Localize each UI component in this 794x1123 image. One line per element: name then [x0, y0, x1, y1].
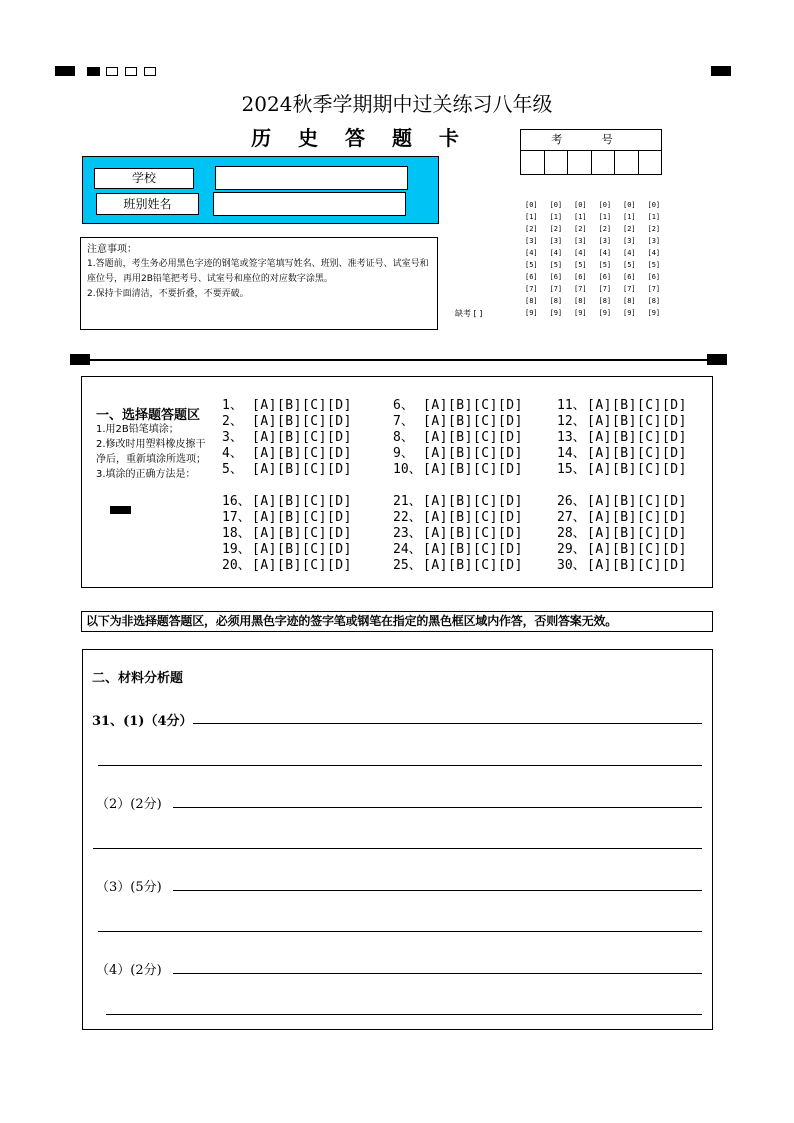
mcq-question-number: 25、 — [393, 558, 422, 573]
mcq-options[interactable]: [A][B][C][D] — [587, 558, 687, 573]
exam-number-digit-grid[interactable] — [525, 199, 672, 319]
mcq-options[interactable]: [A][B][C][D] — [587, 398, 687, 413]
exam-number-cell[interactable] — [521, 151, 545, 175]
digit-bubble[interactable]: [3] — [574, 237, 587, 245]
digit-bubble[interactable]: [8] — [525, 297, 538, 305]
corner-mark-right — [711, 66, 731, 76]
digit-bubble[interactable]: [7] — [525, 285, 538, 293]
mcq-options[interactable]: [A][B][C][D] — [252, 510, 352, 525]
mcq-question[interactable] — [222, 398, 352, 414]
digit-bubble[interactable]: [4] — [598, 249, 612, 257]
q31-part1-label: 31、(1)（4分） — [92, 714, 193, 729]
page-mark-empty — [125, 67, 137, 76]
digit-bubble[interactable]: [5] — [549, 261, 563, 269]
digit-bubble[interactable]: [2] — [574, 225, 587, 233]
digit-bubble[interactable]: [4] — [549, 249, 563, 257]
school-field[interactable] — [215, 166, 408, 190]
mcq-options[interactable]: [A][B][C][D] — [587, 414, 687, 429]
mcq-question[interactable] — [557, 510, 687, 526]
mcq-question[interactable] — [557, 558, 687, 574]
mcq-question[interactable] — [222, 510, 352, 526]
digit-bubble[interactable]: [8] — [598, 297, 612, 305]
mcq-question-number: 9、 — [393, 446, 414, 461]
absent-mark[interactable]: 缺考 [ ] — [455, 309, 483, 318]
mcq-options[interactable]: [A][B][C][D] — [252, 446, 352, 461]
mcq-options[interactable]: [A][B][C][D] — [587, 526, 687, 541]
mcq-options[interactable]: [A][B][C][D] — [423, 446, 523, 461]
mcq-question[interactable] — [557, 446, 687, 462]
answer-line[interactable] — [98, 931, 702, 932]
mcq-question[interactable] — [557, 542, 687, 558]
digit-bubble[interactable]: [8] — [647, 297, 661, 305]
exam-number-cell[interactable] — [615, 151, 639, 175]
digit-bubble[interactable]: [3] — [623, 237, 636, 245]
digit-bubble[interactable]: [0] — [598, 201, 612, 209]
answer-line[interactable] — [106, 1014, 702, 1015]
digit-bubble[interactable]: [5] — [623, 261, 636, 269]
mcq-options[interactable]: [A][B][C][D] — [252, 430, 352, 445]
mcq-options[interactable]: [A][B][C][D] — [587, 462, 687, 477]
digit-bubble[interactable]: [0] — [623, 201, 636, 209]
mcq-question[interactable] — [557, 494, 687, 510]
q31-part4-label: （4）(2分) — [96, 963, 162, 978]
mcq-question-number: 4、 — [222, 446, 243, 461]
digit-bubble[interactable]: [1] — [549, 213, 563, 221]
digit-bubble[interactable]: [2] — [525, 225, 538, 233]
digit-bubble[interactable]: [1] — [574, 213, 587, 221]
digit-bubble[interactable]: [9] — [574, 309, 587, 317]
digit-row — [525, 199, 672, 211]
mcq-question-number: 6、 — [393, 398, 414, 413]
mcq-question[interactable] — [222, 414, 352, 430]
mcq-options[interactable]: [A][B][C][D] — [252, 542, 352, 557]
mcq-question-number: 24、 — [393, 542, 422, 557]
digit-bubble[interactable]: [3] — [598, 237, 612, 245]
mcq-question[interactable] — [557, 526, 687, 542]
notes-line-2: 2.保持卡面清洁，不要折叠，不要弄破。 — [87, 289, 249, 299]
digit-bubble[interactable]: [5] — [574, 261, 587, 269]
exam-number-box — [520, 129, 662, 175]
digit-bubble[interactable]: [4] — [623, 249, 636, 257]
digit-row — [525, 295, 672, 307]
mcq-question[interactable] — [222, 446, 352, 462]
exam-number-cell[interactable] — [568, 151, 592, 175]
mcq-question[interactable] — [393, 446, 523, 462]
digit-bubble[interactable]: [7] — [623, 285, 636, 293]
digit-bubble[interactable]: [8] — [549, 297, 563, 305]
digit-bubble[interactable]: [4] — [647, 249, 661, 257]
mcq-options[interactable]: [A][B][C][D] — [252, 462, 352, 477]
digit-bubble[interactable]: [3] — [549, 237, 563, 245]
digit-row — [525, 211, 672, 223]
mcq-options[interactable]: [A][B][C][D] — [252, 398, 352, 413]
digit-bubble[interactable]: [1] — [525, 213, 538, 221]
mcq-question-number: 22、 — [393, 510, 422, 525]
exam-number-label: 考 号 — [521, 130, 661, 151]
mcq-question-number: 16、 — [222, 494, 251, 509]
mcq-question[interactable] — [557, 398, 687, 414]
answer-line[interactable] — [173, 807, 702, 808]
mcq-question-number: 11、 — [557, 398, 586, 413]
section2-title: 二、材料分析题 — [92, 671, 184, 686]
exam-number-cell[interactable] — [639, 151, 662, 175]
mcq-question-number: 28、 — [557, 526, 586, 541]
mcq-question-number: 27、 — [557, 510, 586, 525]
mcq-question-number: 26、 — [557, 494, 586, 509]
mcq-options[interactable]: [A][B][C][D] — [587, 494, 687, 509]
mcq-question-number: 15、 — [557, 462, 586, 477]
mcq-title: 一、选择题答题区 — [96, 408, 201, 423]
digit-bubble[interactable]: [9] — [549, 309, 563, 317]
digit-row — [525, 247, 672, 259]
mcq-options[interactable]: [A][B][C][D] — [423, 414, 523, 429]
mcq-question-number: 18、 — [222, 526, 251, 541]
mcq-options[interactable]: [A][B][C][D] — [587, 510, 687, 525]
digit-row — [525, 259, 672, 271]
mcq-question-number: 3、 — [222, 430, 243, 445]
digit-bubble[interactable]: [1] — [623, 213, 636, 221]
digit-bubble[interactable]: [6] — [549, 273, 563, 281]
mcq-question-number: 10、 — [393, 462, 422, 477]
digit-bubble[interactable]: [7] — [598, 285, 612, 293]
answer-line[interactable] — [193, 723, 702, 724]
mcq-question[interactable] — [222, 494, 352, 510]
digit-bubble[interactable]: [9] — [525, 309, 538, 317]
exam-number-cell[interactable] — [545, 151, 569, 175]
mcq-question[interactable] — [393, 398, 523, 414]
mcq-question[interactable] — [222, 430, 352, 446]
page-title: 2024秋季学期期中过关练习八年级 — [241, 92, 553, 116]
mcq-options[interactable]: [A][B][C][D] — [423, 526, 523, 541]
notes-line-1: 1.答题前，考生务必用黑色字迹的钢笔或签字笔填写姓名、班别、准考证号、试室号和座位号，再用2B铅笔把考号、试室号和座位的对应数字涂黑。 — [87, 259, 429, 284]
mcq-options[interactable]: [A][B][C][D] — [423, 462, 523, 477]
mcq-question[interactable] — [393, 510, 523, 526]
digit-bubble[interactable]: [0] — [549, 201, 563, 209]
class-name-label: 班别姓名 — [96, 193, 199, 215]
digit-row — [525, 307, 672, 319]
mcq-question-number: 21、 — [393, 494, 422, 509]
mcq-options[interactable]: [A][B][C][D] — [587, 446, 687, 461]
digit-bubble[interactable]: [4] — [574, 249, 587, 257]
mcq-options[interactable]: [A][B][C][D] — [252, 558, 352, 573]
q31-part3-label: （3）(5分) — [96, 880, 162, 895]
student-info-box — [82, 156, 439, 224]
mcq-question-number: 1、 — [222, 398, 243, 413]
digit-bubble[interactable]: [2] — [623, 225, 636, 233]
mcq-question[interactable] — [393, 494, 523, 510]
mcq-question[interactable] — [393, 526, 523, 542]
notes-title: 注意事项： — [87, 244, 137, 255]
mcq-question-number: 14、 — [557, 446, 586, 461]
mcq-question[interactable] — [393, 430, 523, 446]
digit-bubble[interactable]: [0] — [647, 201, 661, 209]
mcq-options[interactable]: [A][B][C][D] — [252, 494, 352, 509]
digit-bubble[interactable]: [1] — [647, 213, 661, 221]
mcq-question-number: 17、 — [222, 510, 251, 525]
mcq-question-number: 19、 — [222, 542, 251, 557]
mcq-question[interactable] — [222, 462, 352, 478]
mcq-options[interactable]: [A][B][C][D] — [423, 398, 523, 413]
digit-bubble[interactable]: [9] — [647, 309, 661, 317]
mcq-options[interactable]: [A][B][C][D] — [252, 526, 352, 541]
non-choice-banner: 以下为非选择题答题区，必须用黑色字迹的签字笔或钢笔在指定的黑色框区域内作答，否则答案无效。 — [81, 611, 713, 632]
digit-bubble[interactable]: [2] — [598, 225, 612, 233]
mcq-options[interactable]: [A][B][C][D] — [423, 430, 523, 445]
exam-number-cell[interactable] — [592, 151, 616, 175]
digit-bubble[interactable]: [3] — [647, 237, 661, 245]
answer-line[interactable] — [173, 890, 702, 891]
digit-bubble[interactable]: [7] — [574, 285, 587, 293]
digit-bubble[interactable]: [5] — [525, 261, 538, 269]
class-name-field[interactable] — [213, 192, 406, 216]
page-mark-empty — [106, 67, 118, 76]
mcq-question-number: 2、 — [222, 414, 243, 429]
digit-bubble[interactable]: [7] — [647, 285, 661, 293]
mcq-options[interactable]: [A][B][C][D] — [423, 558, 523, 573]
mcq-instructions: 1.用2B铅笔填涂； 2.修改时用塑料橡皮擦干净后，重新填涂所选项； 3.填涂的正确方法是： — [96, 424, 206, 480]
digit-bubble[interactable]: [0] — [574, 201, 587, 209]
separator-mark-left — [70, 354, 90, 365]
mcq-question[interactable] — [393, 542, 523, 558]
digit-row — [525, 271, 672, 283]
mcq-question[interactable] — [222, 542, 352, 558]
answer-line[interactable] — [98, 765, 702, 766]
school-label: 学校 — [94, 168, 194, 189]
separator-line — [90, 359, 707, 361]
digit-bubble[interactable]: [6] — [598, 273, 612, 281]
digit-bubble[interactable]: [8] — [623, 297, 636, 305]
mcq-question[interactable] — [557, 414, 687, 430]
digit-bubble[interactable]: [9] — [598, 309, 612, 317]
digit-bubble[interactable]: [2] — [647, 225, 661, 233]
page-mark-filled — [87, 67, 100, 76]
fill-example — [110, 506, 131, 514]
page-subtitle: 历 史 答 题 卡 — [251, 126, 469, 150]
mcq-options[interactable]: [A][B][C][D] — [587, 542, 687, 557]
mcq-question-number: 23、 — [393, 526, 422, 541]
digit-bubble[interactable]: [1] — [598, 213, 612, 221]
digit-bubble[interactable]: [5] — [647, 261, 661, 269]
digit-row — [525, 283, 672, 295]
mcq-question-number: 8、 — [393, 430, 414, 445]
mcq-options[interactable]: [A][B][C][D] — [423, 510, 523, 525]
mcq-question[interactable] — [557, 430, 687, 446]
mcq-question-number: 12、 — [557, 414, 586, 429]
digit-bubble[interactable]: [6] — [647, 273, 661, 281]
mcq-question-number: 13、 — [557, 430, 586, 445]
mcq-options[interactable]: [A][B][C][D] — [252, 414, 352, 429]
mcq-question[interactable] — [557, 462, 687, 478]
q31-part2-label: （2）(2分) — [96, 797, 162, 812]
mcq-question[interactable] — [393, 462, 523, 478]
digit-bubble[interactable]: [8] — [574, 297, 587, 305]
corner-mark-left — [55, 66, 75, 76]
digit-row — [525, 235, 672, 247]
notes-box — [80, 237, 438, 330]
answer-line[interactable] — [93, 848, 702, 849]
mcq-question-number: 5、 — [222, 462, 243, 477]
mcq-question[interactable] — [393, 558, 523, 574]
digit-bubble[interactable]: [6] — [525, 273, 538, 281]
mcq-question[interactable] — [393, 414, 523, 430]
mcq-options[interactable]: [A][B][C][D] — [423, 494, 523, 509]
mcq-question[interactable] — [222, 526, 352, 542]
answer-line[interactable] — [173, 973, 702, 974]
digit-bubble[interactable]: [5] — [598, 261, 612, 269]
digit-bubble[interactable]: [0] — [525, 201, 538, 209]
mcq-question-number: 7、 — [393, 414, 414, 429]
digit-row — [525, 223, 672, 235]
digit-bubble[interactable]: [2] — [549, 225, 563, 233]
digit-bubble[interactable]: [6] — [623, 273, 636, 281]
mcq-question[interactable] — [222, 558, 352, 574]
digit-bubble[interactable]: [7] — [549, 285, 563, 293]
mcq-options[interactable]: [A][B][C][D] — [587, 430, 687, 445]
mcq-options[interactable]: [A][B][C][D] — [423, 542, 523, 557]
separator-mark-right — [707, 354, 727, 365]
mcq-question-number: 30、 — [557, 558, 586, 573]
mcq-question-number: 20、 — [222, 558, 251, 573]
mcq-question-number: 29、 — [557, 542, 586, 557]
digit-bubble[interactable]: [3] — [525, 237, 538, 245]
digit-bubble[interactable]: [6] — [574, 273, 587, 281]
digit-bubble[interactable]: [9] — [623, 309, 636, 317]
digit-bubble[interactable]: [4] — [525, 249, 538, 257]
page-mark-empty — [144, 67, 156, 76]
